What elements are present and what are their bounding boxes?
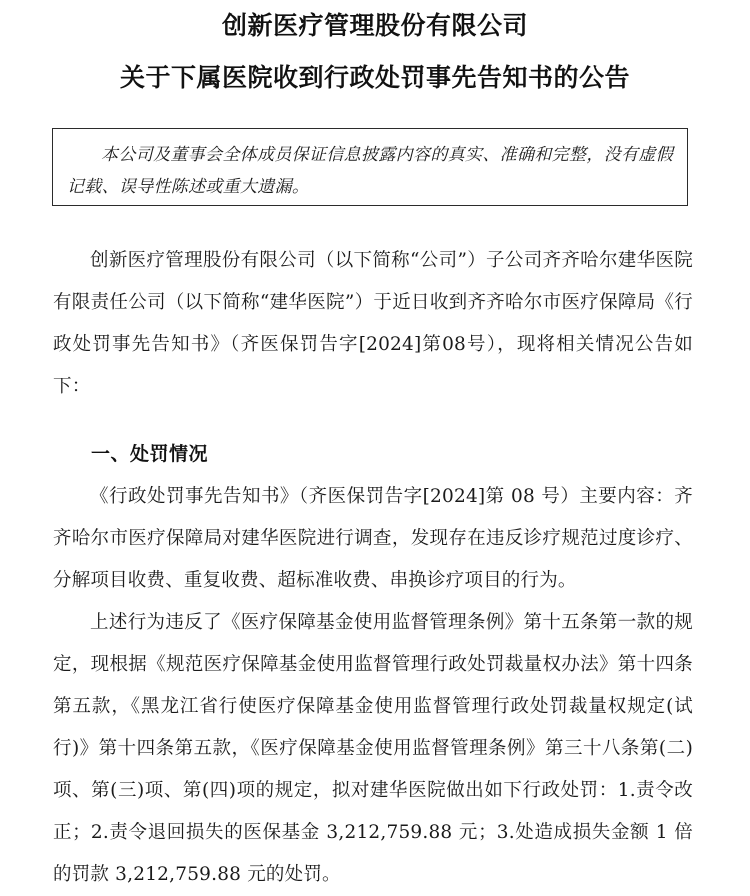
page-title-subject: 关于下属医院收到行政处罚事先告知书的公告: [119, 64, 630, 92]
intro-paragraph: 创新医疗管理股份有限公司（以下简称“公司”）子公司齐齐哈尔建华医院有限责任公司（以下简称“建华医院”）于近日收到齐齐哈尔市医疗保障局《行政处罚事先告知书》（齐医保罚告字[2024]第08号），现将相关情况公告如下：: [53, 250, 693, 397]
title-block: [0, 0, 750, 98]
section-heading-penalty: 一、处罚情况: [91, 444, 209, 465]
penalty-notice-paragraph: 《行政处罚事先告知书》（齐医保罚告字[2024]第 08 号）主要内容：齐齐哈尔市医疗保障局对建华医院进行调查，发现存在违反诊疗规范过度诊疗、分解项目收费、重复收费、超标准收费、串换诊疗项目的行为。: [53, 486, 693, 591]
disclaimer-box: [52, 128, 688, 206]
document-body: [53, 240, 693, 896]
section-spacer: [53, 408, 693, 434]
penalty-decision-paragraph: 上述行为违反了《医疗保障基金使用监督管理条例》第十五条第一款的规定，现根据《规范医疗保障基金使用监督管理行政处罚裁量权办法》第十四条第五款，《黑龙江省行使医疗保障基金使用监督管理行政处罚裁量权规定(试行)》第十四条第五款，《医疗保障基金使用监督管理条例》第三十八条第(二)项、第(三)项、第(四)项的规定，拟对建华医院做出如下行政处罚：1.责令改正；2.责令退回损失的医保基金 3,212,759.88 元；3.处造成损失金额 1 倍的罚款 3,212,759.88 元的处罚。: [53, 612, 693, 885]
page-title-company: 创新医疗管理股份有限公司: [221, 12, 528, 40]
disclaimer-text: 本公司及董事会全体成员保证信息披露内容的真实、准确和完整，没有虚假记载、误导性陈述或重大遗漏。: [67, 145, 673, 197]
